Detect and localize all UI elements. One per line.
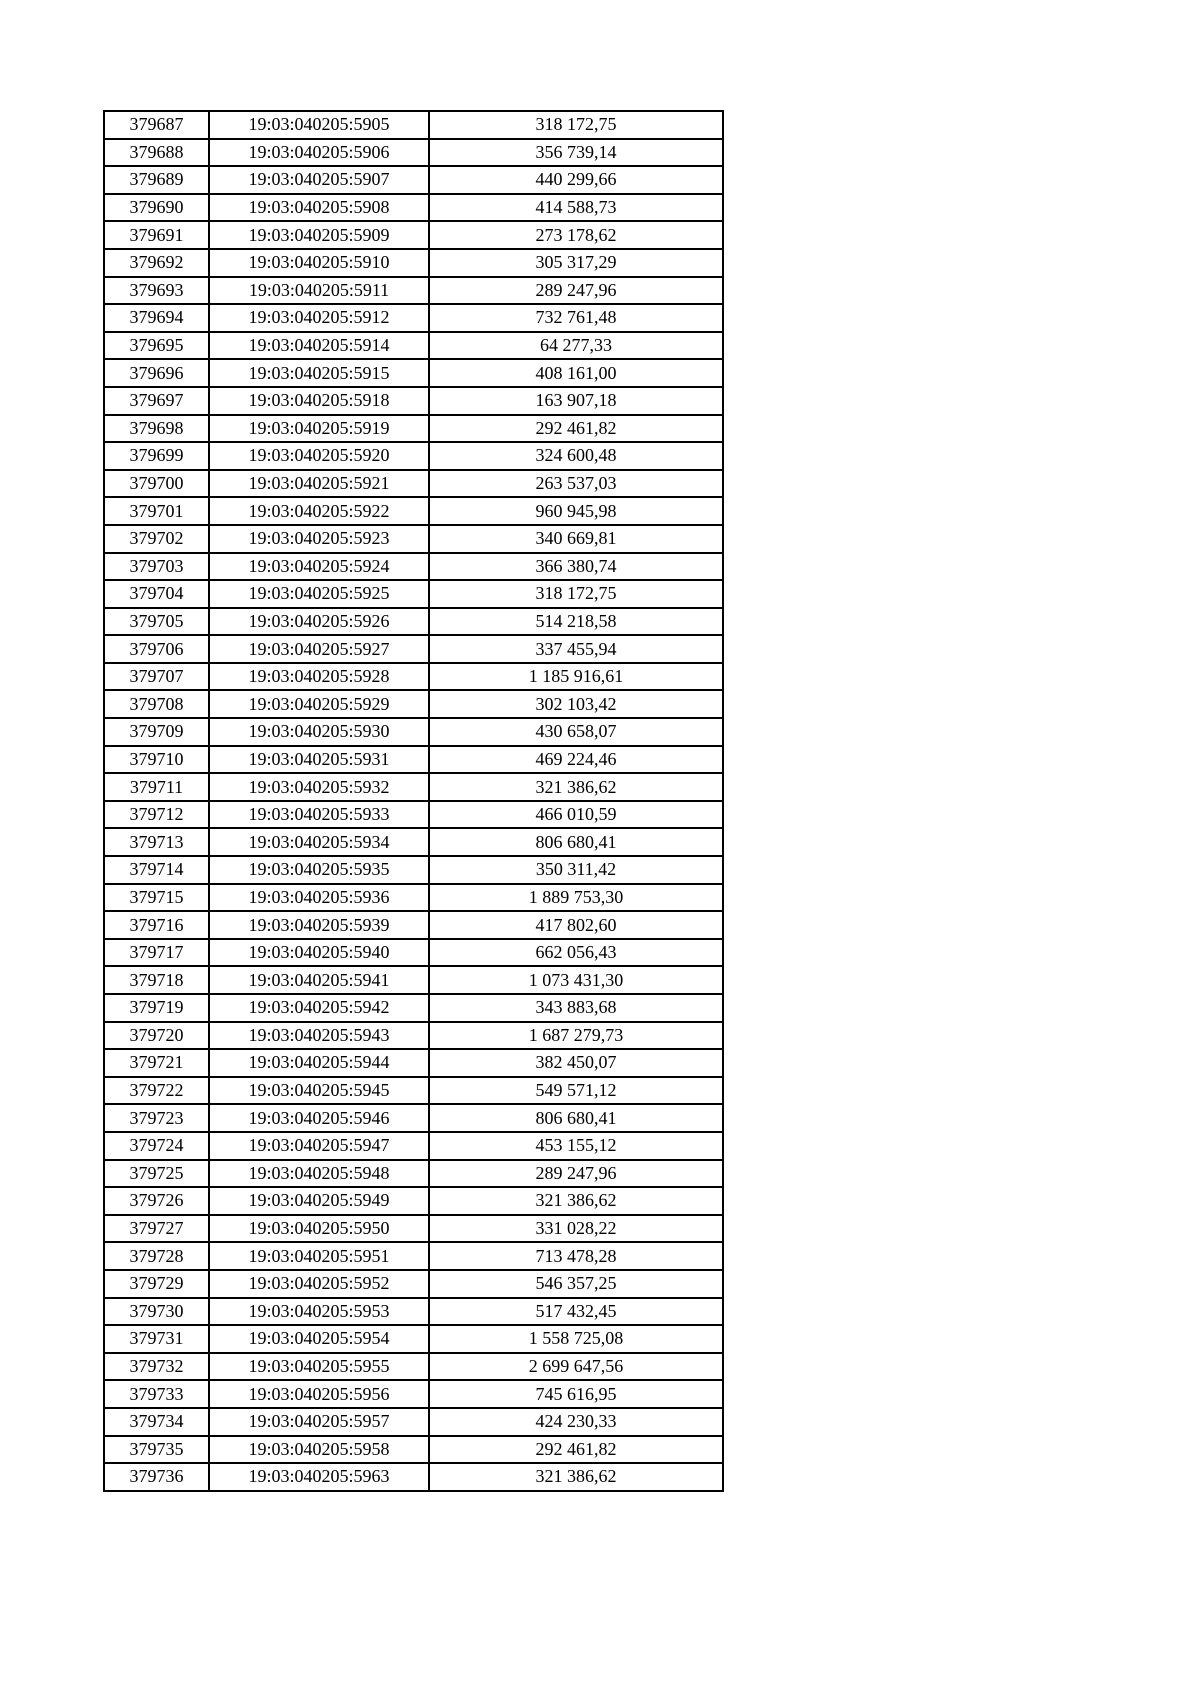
cadastral-value-cell: 1 185 916,61 xyxy=(429,663,723,691)
table-row xyxy=(104,139,723,167)
cadastral-number-cell: 19:03:040205:5955 xyxy=(209,1353,429,1381)
table-row xyxy=(104,911,723,939)
table-row xyxy=(104,1353,723,1381)
cadastral-value-cell: 1 073 431,30 xyxy=(429,966,723,994)
table-row xyxy=(104,1187,723,1215)
cadastral-value-cell: 292 461,82 xyxy=(429,415,723,443)
row-number-cell: 379695 xyxy=(104,332,209,360)
cadastral-number-cell: 19:03:040205:5921 xyxy=(209,470,429,498)
row-number-cell: 379725 xyxy=(104,1160,209,1188)
table-row xyxy=(104,1408,723,1436)
table-row xyxy=(104,1270,723,1298)
cadastral-value-cell: 469 224,46 xyxy=(429,746,723,774)
row-number-cell: 379733 xyxy=(104,1380,209,1408)
row-number-cell: 379724 xyxy=(104,1132,209,1160)
row-number-cell: 379735 xyxy=(104,1436,209,1464)
row-number-cell: 379708 xyxy=(104,690,209,718)
row-number-cell: 379689 xyxy=(104,166,209,194)
table-row xyxy=(104,1298,723,1326)
table-row xyxy=(104,553,723,581)
cadastral-number-cell: 19:03:040205:5934 xyxy=(209,828,429,856)
cadastral-value-cell: 713 478,28 xyxy=(429,1242,723,1270)
table-row xyxy=(104,1436,723,1464)
cadastral-number-cell: 19:03:040205:5940 xyxy=(209,939,429,967)
cadastral-value-cell: 517 432,45 xyxy=(429,1298,723,1326)
cadastral-number-cell: 19:03:040205:5923 xyxy=(209,525,429,553)
cadastral-number-cell: 19:03:040205:5939 xyxy=(209,911,429,939)
row-number-cell: 379688 xyxy=(104,139,209,167)
cadastral-value-cell: 414 588,73 xyxy=(429,194,723,222)
row-number-cell: 379734 xyxy=(104,1408,209,1436)
cadastral-value-cell: 356 739,14 xyxy=(429,139,723,167)
row-number-cell: 379718 xyxy=(104,966,209,994)
cadastral-value-cell: 466 010,59 xyxy=(429,801,723,829)
cadastral-value-cell: 289 247,96 xyxy=(429,1160,723,1188)
table-body xyxy=(104,111,723,1491)
cadastral-value-cell: 318 172,75 xyxy=(429,111,723,139)
table-row xyxy=(104,470,723,498)
table-row xyxy=(104,1325,723,1353)
cadastral-value-cell: 745 616,95 xyxy=(429,1380,723,1408)
cadastral-value-cell: 662 056,43 xyxy=(429,939,723,967)
table-row xyxy=(104,994,723,1022)
table-row xyxy=(104,1049,723,1077)
cadastral-number-cell: 19:03:040205:5946 xyxy=(209,1104,429,1132)
row-number-cell: 379706 xyxy=(104,635,209,663)
row-number-cell: 379723 xyxy=(104,1104,209,1132)
table-row xyxy=(104,166,723,194)
row-number-cell: 379719 xyxy=(104,994,209,1022)
table-row xyxy=(104,1215,723,1243)
cadastral-value-cell: 343 883,68 xyxy=(429,994,723,1022)
cadastral-number-cell: 19:03:040205:5929 xyxy=(209,690,429,718)
table-row xyxy=(104,525,723,553)
cadastral-number-cell: 19:03:040205:5944 xyxy=(209,1049,429,1077)
cadastral-value-cell: 424 230,33 xyxy=(429,1408,723,1436)
cadastral-value-cell: 305 317,29 xyxy=(429,249,723,277)
row-number-cell: 379713 xyxy=(104,828,209,856)
cadastral-number-cell: 19:03:040205:5922 xyxy=(209,497,429,525)
cadastral-number-cell: 19:03:040205:5910 xyxy=(209,249,429,277)
cadastral-value-table xyxy=(103,110,724,1492)
cadastral-value-cell: 2 699 647,56 xyxy=(429,1353,723,1381)
row-number-cell: 379712 xyxy=(104,801,209,829)
cadastral-number-cell: 19:03:040205:5952 xyxy=(209,1270,429,1298)
table-row xyxy=(104,194,723,222)
cadastral-value-cell: 340 669,81 xyxy=(429,525,723,553)
row-number-cell: 379703 xyxy=(104,553,209,581)
table-row xyxy=(104,856,723,884)
table-row xyxy=(104,304,723,332)
row-number-cell: 379696 xyxy=(104,359,209,387)
cadastral-number-cell: 19:03:040205:5928 xyxy=(209,663,429,691)
cadastral-number-cell: 19:03:040205:5925 xyxy=(209,580,429,608)
row-number-cell: 379705 xyxy=(104,608,209,636)
row-number-cell: 379729 xyxy=(104,1270,209,1298)
cadastral-value-cell: 289 247,96 xyxy=(429,277,723,305)
row-number-cell: 379699 xyxy=(104,442,209,470)
cadastral-value-cell: 1 558 725,08 xyxy=(429,1325,723,1353)
cadastral-number-cell: 19:03:040205:5918 xyxy=(209,387,429,415)
row-number-cell: 379697 xyxy=(104,387,209,415)
cadastral-value-cell: 546 357,25 xyxy=(429,1270,723,1298)
cadastral-number-cell: 19:03:040205:5933 xyxy=(209,801,429,829)
cadastral-number-cell: 19:03:040205:5911 xyxy=(209,277,429,305)
cadastral-number-cell: 19:03:040205:5905 xyxy=(209,111,429,139)
table-row xyxy=(104,277,723,305)
table-row xyxy=(104,1160,723,1188)
cadastral-number-cell: 19:03:040205:5949 xyxy=(209,1187,429,1215)
cadastral-number-cell: 19:03:040205:5954 xyxy=(209,1325,429,1353)
table-row xyxy=(104,608,723,636)
table-row xyxy=(104,663,723,691)
cadastral-number-cell: 19:03:040205:5947 xyxy=(209,1132,429,1160)
row-number-cell: 379721 xyxy=(104,1049,209,1077)
cadastral-number-cell: 19:03:040205:5943 xyxy=(209,1022,429,1050)
cadastral-number-cell: 19:03:040205:5936 xyxy=(209,884,429,912)
table-row xyxy=(104,221,723,249)
row-number-cell: 379704 xyxy=(104,580,209,608)
cadastral-number-cell: 19:03:040205:5906 xyxy=(209,139,429,167)
row-number-cell: 379727 xyxy=(104,1215,209,1243)
cadastral-value-cell: 263 537,03 xyxy=(429,470,723,498)
cadastral-number-cell: 19:03:040205:5945 xyxy=(209,1077,429,1105)
cadastral-value-cell: 292 461,82 xyxy=(429,1436,723,1464)
cadastral-number-cell: 19:03:040205:5941 xyxy=(209,966,429,994)
table-row xyxy=(104,690,723,718)
cadastral-value-cell: 331 028,22 xyxy=(429,1215,723,1243)
row-number-cell: 379728 xyxy=(104,1242,209,1270)
cadastral-value-cell: 318 172,75 xyxy=(429,580,723,608)
cadastral-value-cell: 417 802,60 xyxy=(429,911,723,939)
cadastral-value-cell: 64 277,33 xyxy=(429,332,723,360)
table-row xyxy=(104,415,723,443)
cadastral-value-cell: 324 600,48 xyxy=(429,442,723,470)
cadastral-value-cell: 514 218,58 xyxy=(429,608,723,636)
table-row xyxy=(104,111,723,139)
table-row xyxy=(104,939,723,967)
table-row xyxy=(104,332,723,360)
row-number-cell: 379693 xyxy=(104,277,209,305)
row-number-cell: 379730 xyxy=(104,1298,209,1326)
table-row xyxy=(104,966,723,994)
cadastral-value-cell: 321 386,62 xyxy=(429,773,723,801)
table-row xyxy=(104,1104,723,1132)
table-row xyxy=(104,1022,723,1050)
table-row xyxy=(104,249,723,277)
row-number-cell: 379694 xyxy=(104,304,209,332)
table-row xyxy=(104,773,723,801)
cadastral-number-cell: 19:03:040205:5909 xyxy=(209,221,429,249)
cadastral-number-cell: 19:03:040205:5963 xyxy=(209,1463,429,1491)
cadastral-value-cell: 453 155,12 xyxy=(429,1132,723,1160)
cadastral-number-cell: 19:03:040205:5907 xyxy=(209,166,429,194)
table-row xyxy=(104,1242,723,1270)
cadastral-value-cell: 430 658,07 xyxy=(429,718,723,746)
table-row xyxy=(104,1077,723,1105)
row-number-cell: 379701 xyxy=(104,497,209,525)
cadastral-value-cell: 549 571,12 xyxy=(429,1077,723,1105)
table-row xyxy=(104,497,723,525)
table-row xyxy=(104,718,723,746)
table-row xyxy=(104,387,723,415)
cadastral-number-cell: 19:03:040205:5935 xyxy=(209,856,429,884)
cadastral-number-cell: 19:03:040205:5958 xyxy=(209,1436,429,1464)
table-row xyxy=(104,442,723,470)
cadastral-number-cell: 19:03:040205:5915 xyxy=(209,359,429,387)
cadastral-value-cell: 163 907,18 xyxy=(429,387,723,415)
cadastral-number-cell: 19:03:040205:5953 xyxy=(209,1298,429,1326)
cadastral-number-cell: 19:03:040205:5924 xyxy=(209,553,429,581)
row-number-cell: 379711 xyxy=(104,773,209,801)
cadastral-value-cell: 273 178,62 xyxy=(429,221,723,249)
row-number-cell: 379707 xyxy=(104,663,209,691)
table-row xyxy=(104,1380,723,1408)
table-row xyxy=(104,1463,723,1491)
cadastral-value-cell: 302 103,42 xyxy=(429,690,723,718)
table-row xyxy=(104,801,723,829)
row-number-cell: 379714 xyxy=(104,856,209,884)
row-number-cell: 379698 xyxy=(104,415,209,443)
cadastral-number-cell: 19:03:040205:5926 xyxy=(209,608,429,636)
cadastral-value-cell: 408 161,00 xyxy=(429,359,723,387)
cadastral-value-cell: 960 945,98 xyxy=(429,497,723,525)
cadastral-number-cell: 19:03:040205:5930 xyxy=(209,718,429,746)
cadastral-value-cell: 350 311,42 xyxy=(429,856,723,884)
row-number-cell: 379722 xyxy=(104,1077,209,1105)
row-number-cell: 379702 xyxy=(104,525,209,553)
cadastral-value-cell: 806 680,41 xyxy=(429,1104,723,1132)
row-number-cell: 379690 xyxy=(104,194,209,222)
row-number-cell: 379726 xyxy=(104,1187,209,1215)
row-number-cell: 379720 xyxy=(104,1022,209,1050)
cadastral-number-cell: 19:03:040205:5948 xyxy=(209,1160,429,1188)
cadastral-value-cell: 732 761,48 xyxy=(429,304,723,332)
cadastral-number-cell: 19:03:040205:5927 xyxy=(209,635,429,663)
cadastral-number-cell: 19:03:040205:5920 xyxy=(209,442,429,470)
cadastral-number-cell: 19:03:040205:5956 xyxy=(209,1380,429,1408)
table-row xyxy=(104,1132,723,1160)
row-number-cell: 379717 xyxy=(104,939,209,967)
cadastral-number-cell: 19:03:040205:5942 xyxy=(209,994,429,1022)
cadastral-number-cell: 19:03:040205:5908 xyxy=(209,194,429,222)
cadastral-number-cell: 19:03:040205:5914 xyxy=(209,332,429,360)
cadastral-value-cell: 1 889 753,30 xyxy=(429,884,723,912)
cadastral-number-cell: 19:03:040205:5919 xyxy=(209,415,429,443)
table-row xyxy=(104,580,723,608)
row-number-cell: 379710 xyxy=(104,746,209,774)
cadastral-value-cell: 321 386,62 xyxy=(429,1187,723,1215)
cadastral-value-cell: 366 380,74 xyxy=(429,553,723,581)
cadastral-value-cell: 382 450,07 xyxy=(429,1049,723,1077)
cadastral-number-cell: 19:03:040205:5912 xyxy=(209,304,429,332)
cadastral-value-cell: 806 680,41 xyxy=(429,828,723,856)
row-number-cell: 379732 xyxy=(104,1353,209,1381)
table-row xyxy=(104,359,723,387)
table-row xyxy=(104,884,723,912)
cadastral-number-cell: 19:03:040205:5932 xyxy=(209,773,429,801)
cadastral-number-cell: 19:03:040205:5950 xyxy=(209,1215,429,1243)
table-row xyxy=(104,828,723,856)
cadastral-number-cell: 19:03:040205:5951 xyxy=(209,1242,429,1270)
row-number-cell: 379716 xyxy=(104,911,209,939)
row-number-cell: 379687 xyxy=(104,111,209,139)
row-number-cell: 379709 xyxy=(104,718,209,746)
cadastral-number-cell: 19:03:040205:5931 xyxy=(209,746,429,774)
row-number-cell: 379700 xyxy=(104,470,209,498)
row-number-cell: 379691 xyxy=(104,221,209,249)
row-number-cell: 379731 xyxy=(104,1325,209,1353)
cadastral-value-cell: 321 386,62 xyxy=(429,1463,723,1491)
table-row xyxy=(104,746,723,774)
row-number-cell: 379692 xyxy=(104,249,209,277)
cadastral-number-cell: 19:03:040205:5957 xyxy=(209,1408,429,1436)
cadastral-value-cell: 337 455,94 xyxy=(429,635,723,663)
cadastral-value-cell: 440 299,66 xyxy=(429,166,723,194)
cadastral-value-cell: 1 687 279,73 xyxy=(429,1022,723,1050)
table-row xyxy=(104,635,723,663)
row-number-cell: 379715 xyxy=(104,884,209,912)
row-number-cell: 379736 xyxy=(104,1463,209,1491)
